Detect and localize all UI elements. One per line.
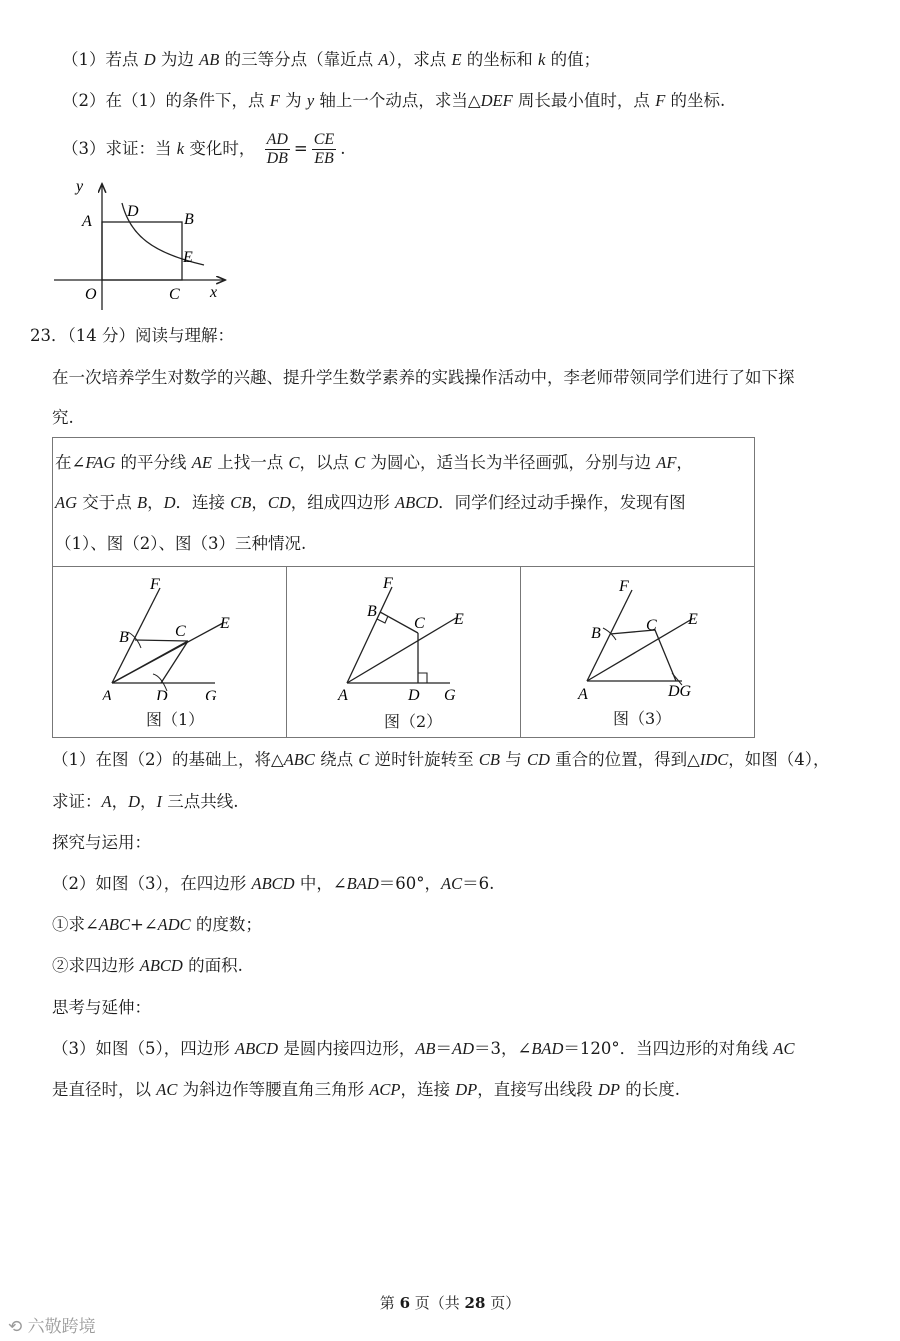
fig2-label-d: D [408,687,420,700]
label-a: A [82,213,92,230]
page-number: 6 [399,1294,410,1312]
box-line1: 在∠FAG 的平分线 AE 上找一点 C，以点 C 为圆心，适当长为半径画弧，分别与边 AF， [55,453,693,472]
q23-sub3-line2: 是直径时，以 AC 为斜边作等腰直角三角形 ACP，连接 DP，直接写出线段 DP 的长度. [52,1080,681,1099]
rectangle-oabc [102,222,182,280]
q23-sub2-item1: ①求∠ABC+∠ADC 的度数； [52,915,262,934]
fig2-caption: 图（2） [384,712,443,731]
fraction-ce-eb: $\frac{CE}{EB}$ [313,131,335,167]
fig1-label-c: C [175,623,186,640]
fig1-label-f: F [150,576,160,593]
fig1-label-e: E [220,615,230,632]
fig1-label-d: D [156,688,168,700]
q22-part3: （3）求证：当 k 变化时， $\frac{AD}{DB}$ = $\frac{CE}{EB}$ . [62,131,346,167]
q23-sub3-line1: （3）如图（5），四边形 ABCD 是圆内接四边形，AB＝AD＝3，∠BAD＝120°．当四边形的对角线 AC [52,1039,795,1058]
watermark: ⟲ 六敬跨境 [8,1317,96,1337]
think-heading: 思考与延伸： [52,998,151,1017]
label-y: y [76,178,84,195]
fig1-caption: 图（1） [146,710,205,729]
fig3-caption: 图（3） [613,709,672,728]
label-e: E [183,249,193,266]
label-c: C [169,286,180,303]
fig3-label-b: B [591,625,601,642]
explore-heading: 探究与运用： [52,833,151,852]
fig2-label-e: E [454,611,464,628]
label-x: x [210,284,218,301]
fig3-label-c: C [646,617,657,634]
page-footer: 第 6 页（共 28 页） [379,1294,521,1312]
box-line2: AG 交于点 B，D．连接 CB，CD，组成四边形 ABCD．同学们经过动手操作，发现有图 [55,493,686,512]
fig2-label-a: A [338,687,348,700]
q22-part2: （2）在（1）的条件下，点 F 为 y 轴上一个动点，求当△DEF 周长最小值时，点 F 的坐标. [62,91,726,110]
q22-part1: （1）若点 D 为边 AB 的三等分点（靠近点 A），求点 E 的坐标和 k 的值； [62,50,601,69]
q23-sub2: （2）如图（3），在四边形 ABCD 中，∠BAD＝60°，AC＝6. [52,874,495,893]
q23-intro-line2: 究. [52,408,74,427]
fig3-label-f: F [619,578,629,595]
figure-1 [95,570,275,700]
figure-3 [570,570,750,700]
label-d: D [127,203,139,220]
q22-graph [52,175,232,315]
fig2-label-g: G [444,687,456,700]
label-b: B [184,211,194,228]
fig2-label-c: C [414,615,425,632]
fig1-label-g: G [205,688,217,700]
q23-sub1-line1: （1）在图（2）的基础上，将△ABC 绕点 C 逆时针旋转至 CB 与 CD 重合的位置，得到△IDC，如图（4）， [52,750,830,769]
watermark-logo-icon: ⟲ [8,1317,28,1337]
fraction-ad-db: $\frac{AD}{DB}$ [266,131,288,167]
fig3-label-e: E [688,611,698,628]
q23-sub1-line2: 求证：A，D，I 三点共线. [52,792,239,811]
figure-2 [330,570,510,700]
fig2-label-f: F [383,575,393,592]
box-line3: （1）、图（2）、图（3）三种情况. [55,534,307,553]
q23-intro-line1: 在一次培养学生对数学的兴趣、提升学生数学素养的实践操作活动中，李老师带领同学们进行了如下探 [52,368,795,387]
total-pages: 28 [464,1294,486,1312]
q23-header: 23．（14 分）阅读与理解： [30,326,234,345]
fig3-label-a: A [578,686,588,700]
fig2-label-b: B [367,603,377,620]
fig3-label-dg: DG [668,683,692,700]
fig1-label-a: A [102,688,112,700]
label-o: O [85,286,97,303]
q23-sub2-item2: ②求四边形 ABCD 的面积. [52,956,243,975]
fig1-label-b: B [119,629,129,646]
